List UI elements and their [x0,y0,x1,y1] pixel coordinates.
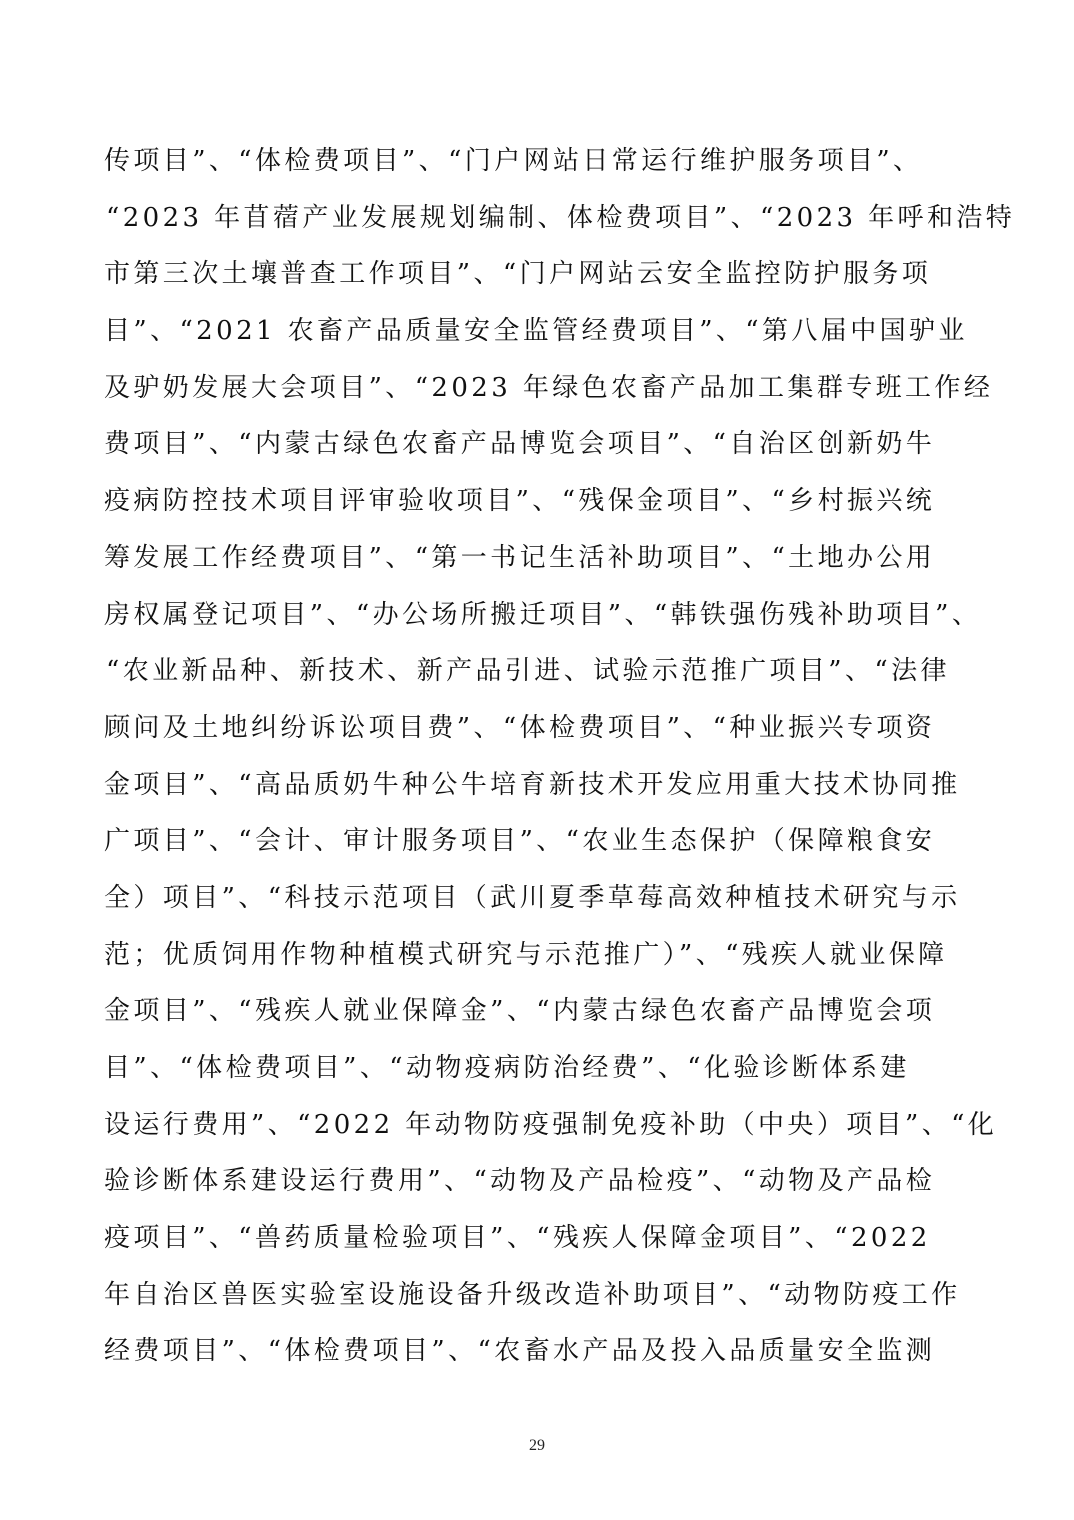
text-line: 金项目”、“残疾人就业保障金”、“内蒙古绿色农畜产品博览会项 [104,996,936,1027]
text-line: 设运行费用”、“2022 年动物防疫强制免疫补助（中央）项目”、“化 [104,1109,998,1140]
text-line: 金项目”、“高品质奶牛种公牛培育新技术开发应用重大技术协同推 [104,769,961,800]
text-line: 顾问及土地纠纷诉讼项目费”、“体检费项目”、“种业振兴专项资 [104,712,936,743]
page-number: 29 [529,1437,545,1454]
text-line: 经费项目”、“体检费项目”、“农畜水产品及投入品质量安全监测 [104,1336,936,1367]
text-line: 市第三次土壤普查工作项目”、“门户网站云安全监控防护服务项 [104,259,932,290]
text-line: 筹发展工作经费项目”、“第一书记生活补助项目”、“土地办公用 [104,542,936,573]
text-line: 广项目”、“会计、审计服务项目”、“农业生态保护（保障粮食安 [104,826,936,857]
text-line: “2023 年苜蓿产业发展规划编制、体检费项目”、“2023 年呼和浩特 [106,202,1016,233]
body-text [104,133,1016,1380]
text-line: 疫项目”、“兽药质量检验项目”、“残疾人保障金项目”、“2022 [104,1223,931,1254]
text-line: 目”、“2021 农畜产品质量安全监管经费项目”、“第八届中国驴业 [104,316,968,347]
text-line: 传项目”、“体检费项目”、“门户网站日常运行维护服务项目”、 [104,146,923,176]
text-line: 验诊断体系建设运行费用”、“动物及产品检疫”、“动物及产品检 [104,1166,936,1197]
text-line: “农业新品种、新技术、新产品引进、试验示范推广项目”、“法律 [106,656,950,687]
text-line: 范；优质饲用作物种植模式研究与示范推广）”、“残疾人就业保障 [104,939,948,970]
text-line: 及驴奶发展大会项目”、“2023 年绿色农畜产品加工集群专班工作经 [104,372,994,403]
text-line: 疫病防控技术项目评审验收项目”、“残保金项目”、“乡村振兴统 [104,486,936,517]
text-line: 费项目”、“内蒙古绿色农畜产品博览会项目”、“自治区创新奶牛 [104,429,936,460]
text-line: 目”、“体检费项目”、“动物疫病防治经费”、“化验诊断体系建 [104,1053,910,1083]
text-line: 年自治区兽医实验室设施设备升级改造补助项目”、“动物防疫工作 [104,1279,961,1310]
text-line: 全）项目”、“科技示范项目（武川夏季草莓高效种植技术研究与示 [104,882,961,913]
text-line: 房权属登记项目”、“办公场所搬迁项目”、“韩铁强伤残补助项目”、 [104,599,982,630]
